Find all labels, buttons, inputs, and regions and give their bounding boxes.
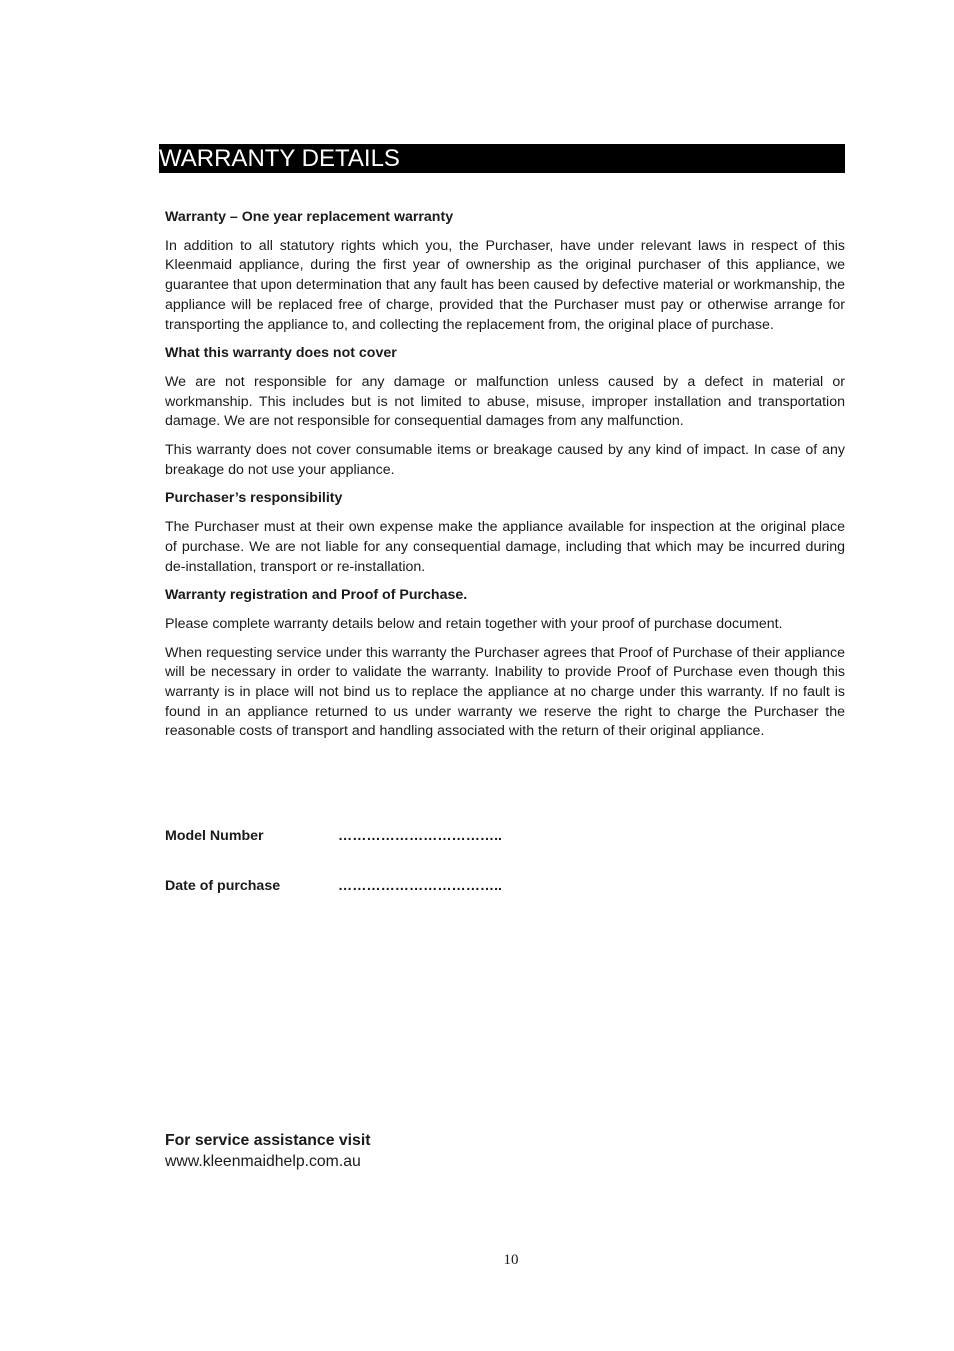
model-number-label: Model Number <box>165 828 264 844</box>
not-covered-heading: What this warranty does not cover <box>165 345 397 362</box>
not-covered-text-1: We are not responsible for any damage or malfunction unless caused by a defect in material or workmanship. This includes but is not limited to abuse, misuse, improper installation and transportation damage. We are not responsible for consequential damages from any malfunction. <box>165 373 845 430</box>
page-number: 10 <box>503 1252 519 1268</box>
registration-heading: Warranty registration and Proof of Purchase. <box>165 587 468 604</box>
replacement-warranty-heading: Warranty – One year replacement warranty <box>165 209 454 225</box>
service-url: www.kleenmaidhelp.com.au <box>165 1152 361 1170</box>
model-number-field <box>165 826 502 846</box>
purchaser-responsibility-heading: Purchaser’s responsibility <box>165 490 343 507</box>
registration-text-1: Please complete warranty details below and retain together with your proof of purchase document. <box>165 615 783 632</box>
service-assistance-label: For service assistance visit <box>165 1132 371 1149</box>
service-assistance <box>165 1131 370 1172</box>
page-title: WARRANTY DETAILS <box>159 144 845 173</box>
replacement-warranty-text: In addition to all statutory rights which you, the Purchaser, have under relevant laws in respect of this Kleenmaid appliance, during the first year of ownership as the original purchaser of this appliance, we guarantee that upon determination that any fault has been caused by defective material or workmanship, the appliance will be replaced free of charge, provided that the Purchaser must pay or otherwise arrange for transporting the appliance to, and collecting the replacement from, the original place of purchase. <box>165 237 845 333</box>
purchaser-responsibility-text: The Purchaser must at their own expense make the appliance available for inspection at the original place of purchase. We are not liable for any consequential damage, including that which may be incurred during de-installation, transport or re-installation. <box>165 519 845 575</box>
date-of-purchase-label: Date of purchase <box>165 878 281 894</box>
model-number-blank: …………………………….. <box>338 828 502 844</box>
date-of-purchase-blank: …………………………….. <box>338 878 502 894</box>
warranty-content <box>165 208 845 751</box>
not-covered-text-2: This warranty does not cover consumable items or breakage caused by any kind of impact. In case of any breakage do not use your appliance. <box>165 442 845 478</box>
date-of-purchase-field <box>165 876 502 896</box>
registration-text-2: When requesting service under this warranty the Purchaser agrees that Proof of Purchase of their appliance will be necessary in order to validate the warranty. Inability to provide Proof of Purchase even though this warranty is in place will not bind us to replace the appliance at no charge under this warranty. If no fault is found in an appliance returned to us under warranty we reserve the right to charge the Purchaser the reasonable costs of transport and handling associated with the return of their original appliance. <box>165 644 845 740</box>
